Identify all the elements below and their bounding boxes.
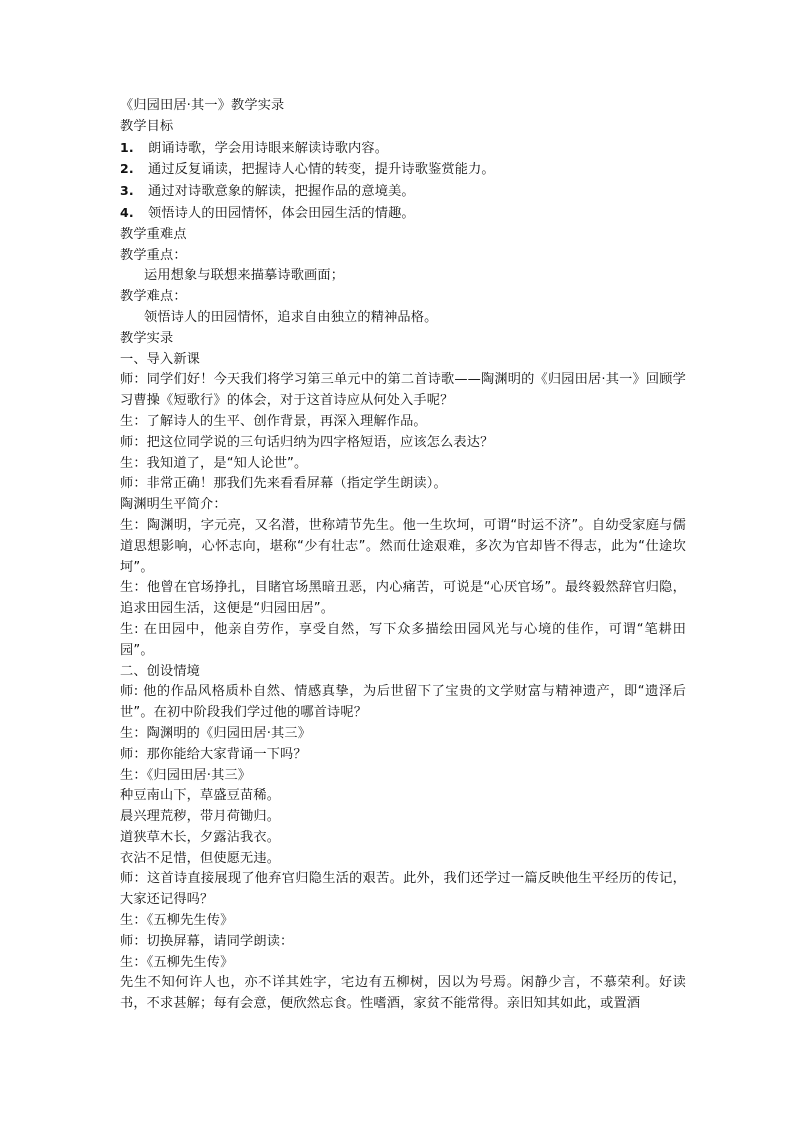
- section-title: 二、创设情境: [120, 663, 201, 679]
- section-title: 一、导入新课: [120, 351, 201, 367]
- difficulty-text: 领悟诗人的田园情怀，追求自由独立的精神品格。: [144, 309, 438, 325]
- objective-text: 领悟诗人的田园情怀，体会田园生活的情趣。: [148, 205, 415, 221]
- poem-line: 衣沾不足惜，但使愿无违。: [120, 850, 281, 866]
- objective-text: 通过对诗歌意象的解读，把握作品的意境美。: [148, 184, 415, 200]
- dialogue-line: 生：《归园田居·其三》: [120, 767, 252, 783]
- document-page: [120, 96, 686, 1015]
- dialogue-line: 师: 他的作品风格质朴自然、情感真挚，为后世留下了宝贵的文学财富与精神遗产，即“遗泽后世”。在初中阶段我们学过他的哪首诗呢？: [120, 684, 686, 721]
- focus-label: 教学重点：: [120, 247, 187, 263]
- objective-number: 2.: [120, 161, 134, 177]
- objective-number: 1.: [120, 139, 134, 155]
- dialogue-line: 生: 在田园中，他亲自劳作，享受自然，写下众多描绘田园风光与心境的佳作，可谓“笔耕田园”。: [120, 621, 686, 658]
- objective-item: [120, 181, 686, 203]
- record-heading: 教学实录: [120, 330, 174, 346]
- document-title: 《归园田居·其一》教学实录: [120, 98, 285, 113]
- difficulty-label: 教学难点：: [120, 289, 187, 305]
- dialogue-line: 师：切换屏幕，请同学朗读：: [120, 933, 294, 949]
- dialogue-line: 生：陶渊明的《归园田居·其三》: [120, 725, 312, 741]
- key-points-heading: 教学重难点: [120, 226, 187, 242]
- objective-item: [120, 159, 686, 181]
- poem-line: 道狭草木长，夕露沾我衣。: [120, 829, 281, 845]
- dialogue-line: 生：了解诗人的生平、创作背景，再深入理解作品。: [120, 413, 427, 429]
- objective-item: [120, 138, 686, 160]
- bio-heading: 陶渊明生平简介：: [120, 497, 227, 513]
- objective-number: 3.: [120, 183, 134, 199]
- objective-text: 通过反复诵读，把握诗人心情的转变，提升诗歌鉴赏能力。: [148, 162, 495, 178]
- dialogue-line: 生：我知道了，是“知人论世”。: [120, 455, 308, 471]
- dialogue-line: 师：那你能给大家背诵一下吗？: [120, 746, 307, 762]
- objectives-heading: 教学目标: [120, 118, 174, 134]
- dialogue-line: 师：把这位同学说的三句话归纳为四字格短语，应该怎么表达？: [120, 434, 494, 450]
- poem-line: 晨兴理荒秽，带月荷锄归。: [120, 809, 281, 825]
- objective-item: [120, 203, 686, 225]
- prose-paragraph: 先生不知何许人也，亦不详其姓字，宅边有五柳树，因以为号焉。闲静少言，不慕荣利。好读书，不求甚解；每有会意，便欣然忘食。性嗜酒，家贫不能常得。亲旧知其如此，或置酒: [120, 975, 686, 1012]
- dialogue-line: 师：非常正确！那我们先来看看屏幕（指定学生朗读）。: [120, 476, 447, 492]
- dialogue-line: 师：这首诗直接展现了他弃官归隐生活的艰苦。此外，我们还学过一篇反映他生平经历的传记，大家还记得吗？: [120, 871, 686, 908]
- dialogue-line: 生：《五柳先生传》: [120, 954, 234, 970]
- dialogue-line: 生：他曾在官场挣扎，目睹官场黑暗丑恶，内心痛苦，可说是“心厌官场”。最终毅然辞官归隐，追求田园生活，这便是“归园田居”。: [120, 580, 686, 617]
- objective-text: 朗诵诗歌，学会用诗眼来解读诗歌内容。: [148, 140, 389, 156]
- poem-line: 种豆南山下，草盛豆苗稀。: [120, 788, 281, 804]
- dialogue-line: 师：同学们好！今天我们将学习第三单元中的第二首诗歌——陶渊明的《归园田居·其一》回顾学习曹操《短歌行》的体会，对于这首诗应从何处入手呢？: [120, 372, 686, 409]
- dialogue-line: 生：陶渊明，字元亮，又名潜，世称靖节先生。他一生坎坷，可谓“时运不济”。自幼受家庭与儒道思想影响，心怀志向，堪称“少有壮志”。然而仕途艰难，多次为官却皆不得志，此为“仕途坎坷”。: [120, 517, 686, 575]
- focus-text: 运用想象与联想来描摹诗歌画面；: [144, 268, 345, 284]
- dialogue-line: 生：《五柳先生传》: [120, 913, 234, 929]
- objective-number: 4.: [120, 204, 134, 220]
